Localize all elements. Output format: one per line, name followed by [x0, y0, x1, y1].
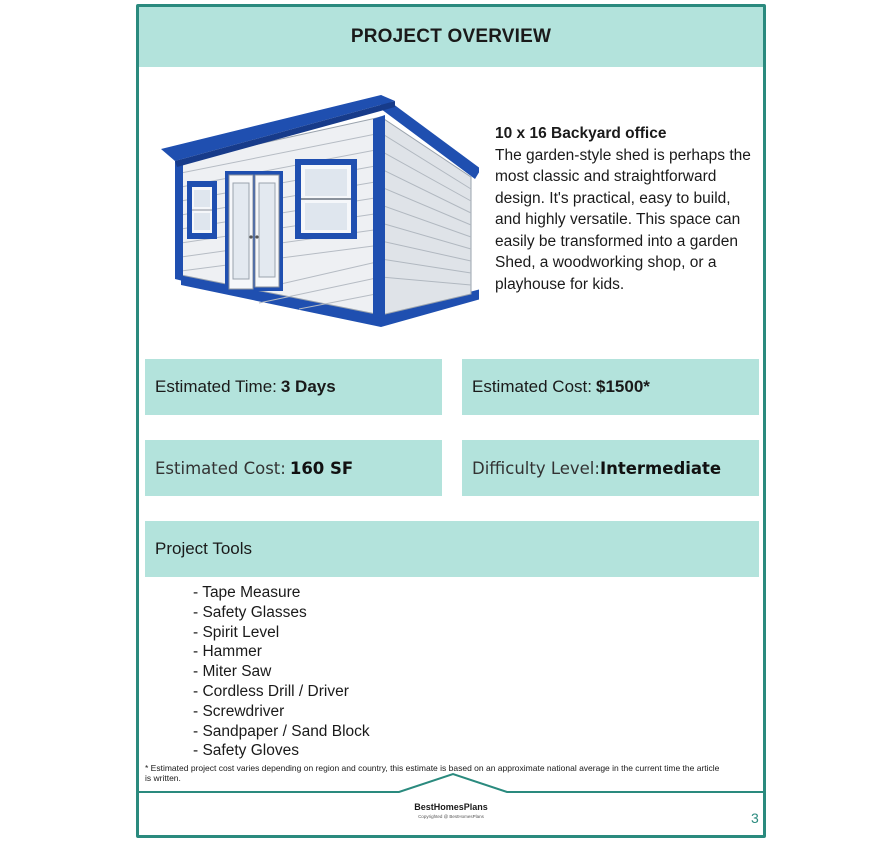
estimated-area-value: 160 SF [289, 458, 354, 478]
footer-divider [139, 771, 763, 793]
project-tools-heading: Project Tools [155, 539, 253, 558]
estimated-cost-value: $1500* [596, 377, 650, 396]
page-number: 3 [751, 810, 759, 826]
difficulty-level-label: Difficulty Level: [472, 458, 600, 478]
estimated-time-box [145, 359, 442, 415]
list-item: - Hammer [193, 643, 262, 661]
footer-brand: BestHomesPlans [414, 802, 488, 812]
list-item: - Sandpaper / Sand Block [193, 722, 370, 740]
footer-copyright: Copyrighted @ BestHomesPlans [418, 814, 484, 819]
estimated-cost-box [462, 359, 759, 415]
difficulty-level-value: Intermediate [599, 458, 722, 478]
list-item: - Safety Gloves [193, 742, 299, 760]
page-header [139, 7, 763, 67]
shed-illustration [159, 89, 479, 334]
project-tools-box [145, 521, 759, 577]
list-item: - Safety Glasses [193, 603, 307, 621]
list-item: - Cordless Drill / Driver [193, 682, 349, 700]
estimated-area-label: Estimated Cost: [155, 458, 286, 478]
project-title: 10 x 16 Backyard office [495, 125, 667, 142]
project-description [495, 123, 757, 295]
page [136, 4, 766, 838]
difficulty-level-box [462, 440, 759, 496]
tools-list [193, 583, 370, 761]
estimated-time-label: Estimated Time: [155, 377, 277, 396]
estimated-cost-label: Estimated Cost: [472, 377, 592, 396]
estimated-area-box [145, 440, 442, 496]
list-item: - Miter Saw [193, 663, 272, 681]
list-item: - Spirit Level [193, 623, 280, 641]
list-item: - Tape Measure [193, 584, 301, 601]
estimated-time-value: 3 Days [280, 377, 336, 396]
list-item: - Screwdriver [193, 702, 285, 720]
project-description-text: The garden-style shed is perhaps the most classic and straightforward design. It's practical, easy to build, and highly versatile. This space can easily be transformed into a garden Shed, a woodworking shop, or a playhouse for kids. [495, 146, 751, 293]
cost-footnote: * Estimated project cost varies depending on region and country, this estimate is based on an approximate national average in the current time the article is written. [145, 763, 720, 783]
page-title: PROJECT OVERVIEW [350, 26, 552, 47]
